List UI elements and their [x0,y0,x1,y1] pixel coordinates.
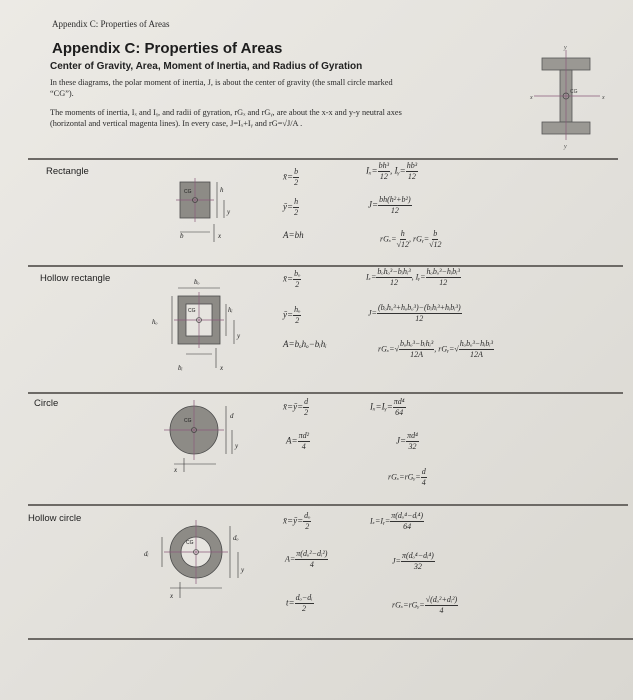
intro-line-3: The moments of inertia, Iₓ and Iᵧ, and radii of gyration, rGₓ and rGᵧ, are about the x-x and y-y neutral axes [50,108,402,117]
rect-rgx-num: h [400,229,405,238]
rect-rgy-den: √12 [429,240,442,249]
hrect-j-num: (bₒhₒ³+hₒbₒ³)−(bᵢhᵢ³+hᵢbᵢ³) [377,303,461,312]
section-label-rectangle: Rectangle [46,166,89,177]
hcircle-ixy-lhs: Iₓ=Iᵧ= [370,516,391,526]
hcircle-rg-num: √(dₒ²+dᵢ²) [425,595,458,604]
hrect-gyration-formula: rGₓ=√ $\frac{\text{bₒhₒ³−bᵢhᵢ³}}{12A}$ , rGᵧ=√ $\frac{\text{hₒbₒ³−hᵢbᵢ³}}{12A}$ [378,339,494,359]
hrect-rgy-den: 12A [469,350,483,359]
hcircle-j-num: π(dₒ⁴−dᵢ⁴) [401,551,434,560]
circle-j-lhs: J= [396,435,407,446]
rect-iy-den: 12 [407,172,416,181]
rect-xbar-label: x [218,232,222,240]
hcircle-area-num: π(dₒ²−dᵢ²) [296,549,328,558]
hrect-xbar-formula [283,270,301,289]
hrect-iy-lhs: , Iᵧ= [411,272,426,282]
hcircle-rg-den: 4 [439,606,444,615]
hcircle-gyration-formula [392,596,458,615]
hrect-ybar-den: 2 [295,316,300,325]
circle-d-label: d [230,412,234,420]
hcircle-polar-formula [392,552,435,571]
page-subtitle: Center of Gravity, Area, Moment of Inertia, and Radius of Gyration [50,61,363,72]
circle-diagram [160,396,260,476]
hrect-ix-den: 12 [389,278,398,287]
circle-rg-den: 4 [421,478,426,487]
legend-y-label-bottom: y [564,144,567,150]
circle-xybar-den: 2 [304,408,309,417]
hrect-polar-formula [368,304,462,323]
hollow-rectangle-diagram [148,274,248,378]
circle-inertia-formula [370,398,406,417]
hcircle-area-formula [285,550,328,569]
i-beam-legend-diagram [528,44,608,150]
hrect-rgy-lhs: , rGᵧ= [434,344,455,354]
hcircle-rg-lhs: rGₓ=rGᵧ= [392,600,425,610]
circle-centroid-formula [283,398,309,417]
section-label-hollow-rectangle: Hollow rectangle [40,273,111,284]
circle-j-num: πd⁴ [407,431,418,440]
hrect-inertia-formula [366,268,461,287]
hrect-ybar-label: y [237,332,241,340]
hrect-xbar-den: 2 [295,280,300,289]
hrect-rgy-num: hₒbₒ³−hᵢbᵢ³ [459,339,494,348]
hrect-hi-label: hᵢ [228,306,233,314]
legend-x-label: x [602,95,605,101]
hcircle-area-den: 4 [309,560,314,569]
rect-rgx-lhs: rGₓ= [380,234,397,244]
rect-ix-num: bh³ [378,161,390,170]
circle-area-lhs: A= [286,435,298,446]
hrect-iy-den: 12 [439,278,448,287]
section-divider-rectangle [28,158,618,160]
rect-ybar-num: h [294,197,299,206]
circle-area-den: 4 [301,442,306,451]
rect-h-label: h [220,186,224,194]
hrect-ho-label: hₒ [152,318,158,326]
hcircle-j-den: 32 [413,562,422,571]
circle-rg-lhs: rGₓ=rGᵧ= [388,472,421,482]
hrect-ybar-formula [283,306,301,325]
circle-ixy-num: πd⁴ [393,397,405,406]
hcircle-xybar-den: 2 [305,522,310,531]
hcircle-inertia-formula [370,512,424,531]
rect-xbar-num: b [294,167,299,176]
legend-x-label-left: x [530,95,533,101]
hrect-rgx-num: bₒhₒ³−bᵢhᵢ³ [399,339,434,348]
circle-polar-formula [396,432,419,451]
hrect-j-den: 12 [415,314,424,323]
circle-ybar-label: y [235,442,239,450]
rect-ix-lhs: Iₓ= [366,165,378,176]
rect-area-formula: A=bh [283,230,304,240]
rectangle-diagram [172,172,242,244]
circle-cg-label: CG [184,418,192,424]
running-header: Appendix C: Properties of Areas [52,19,170,29]
section-divider-circle [28,392,623,394]
circle-gyration-formula [388,468,427,487]
rect-gyration-formula [380,230,441,249]
rect-b-label: b [180,232,184,240]
circle-ixy-lhs: Iₓ=Iᵧ= [370,401,393,412]
hrect-bo-label: bₒ [194,278,200,286]
hcircle-xbar-label: x [170,592,174,600]
hrect-rgx-lhs: rGₓ= [378,344,395,354]
page-title: Appendix C: Properties of Areas [52,40,283,57]
hrect-ybar-num: hₒ [294,305,301,314]
hrect-area-formula: A=bₒhₒ−bᵢhᵢ [283,339,327,349]
hcircle-ybar-label: y [241,566,245,574]
rect-rgy-lhs: , rGᵧ= [408,234,430,244]
hcircle-t-lhs: t= [286,597,295,608]
hrect-j-lhs: J= [368,308,377,318]
rect-j-den: 12 [390,206,399,215]
circle-ixy-den: 64 [395,408,404,417]
legend-cg-label: CG [570,89,578,95]
rect-xbar-formula [283,168,299,187]
hrect-ix-num: bₒhₒ³−bᵢhᵢ³ [377,267,411,276]
rect-inertia-formula [366,162,418,181]
hcircle-xybar-num: dₒ [304,511,311,520]
circle-j-den: 32 [408,442,417,451]
hrect-xbar-label: x [220,364,224,372]
circle-rg-num: d [421,467,426,476]
hcircle-do-label: dₒ [233,534,239,542]
rect-xbar-den: 2 [294,178,299,187]
rect-iy-lhs: , Iᵧ= [390,165,406,176]
hcircle-t-den: 2 [302,604,307,613]
rect-ybar-lhs: ȳ= [283,201,294,212]
hrect-bi-label: bᵢ [178,364,183,372]
hrect-rgx-den: 12A [410,350,424,359]
circle-xbar-label: x [174,466,178,474]
hcircle-centroid-formula [283,512,311,531]
rect-cg-label: CG [184,189,192,195]
section-label-circle: Circle [34,398,59,409]
intro-line-1: In these diagrams, the polar moment of inertia, J, is about the center of gravity (the small circle marked [50,78,393,87]
intro-line-2: “CG”). [50,89,74,98]
hcircle-area-lhs: A= [285,554,296,564]
hcircle-xybar-lhs: x̄=ȳ= [283,515,304,526]
hrect-xbar-lhs: x̄= [283,273,294,284]
hcircle-di-label: dᵢ [144,550,149,558]
rect-ix-den: 12 [379,172,388,181]
rect-ybar-den: 2 [294,208,299,217]
hcircle-t-num: dₒ−dᵢ [295,593,313,602]
rect-rgy-num: b [433,229,438,238]
hollow-circle-diagram [140,514,260,600]
hrect-ybar-lhs: ȳ= [283,309,294,320]
hcircle-thickness-formula [286,594,314,613]
circle-xybar-lhs: x̄=ȳ= [283,401,304,412]
rect-j-lhs: J= [368,199,379,210]
rect-iy-num: hb³ [406,161,418,170]
rect-xbar-lhs: x̄= [283,171,294,182]
hcircle-ixy-den: 64 [403,522,412,531]
rect-ybar-formula [283,198,299,217]
hrect-xbar-num: bₒ [294,269,301,278]
hrect-cg-label: CG [188,308,196,314]
hrect-iy-num: hₒbₒ³−hᵢbᵢ³ [426,267,460,276]
rect-polar-formula [368,196,412,215]
hrect-ix-lhs: Iₓ= [366,272,377,282]
rect-rgx-den: √12 [396,240,409,249]
circle-area-formula [286,432,310,451]
hcircle-ixy-num: π(dₒ⁴−dᵢ⁴) [391,511,424,520]
section-label-hollow-circle: Hollow circle [28,513,82,524]
section-divider-bottom [28,638,633,640]
legend-y-label: y [564,45,567,51]
section-divider-hollow-rectangle [28,265,623,267]
circle-area-num: πd² [298,431,309,440]
hcircle-cg-label: CG [186,540,194,546]
circle-xybar-num: d [304,397,309,406]
rect-j-num: bh(h²+b²) [379,195,411,204]
rect-ybar-label: y [227,208,231,216]
intro-line-4: (horizontal and vertical magenta lines). In every case, J=Iₓ+Iᵧ and rG=√J/A . [50,119,303,128]
hcircle-j-lhs: J= [392,556,401,566]
section-divider-hollow-circle [28,504,628,506]
